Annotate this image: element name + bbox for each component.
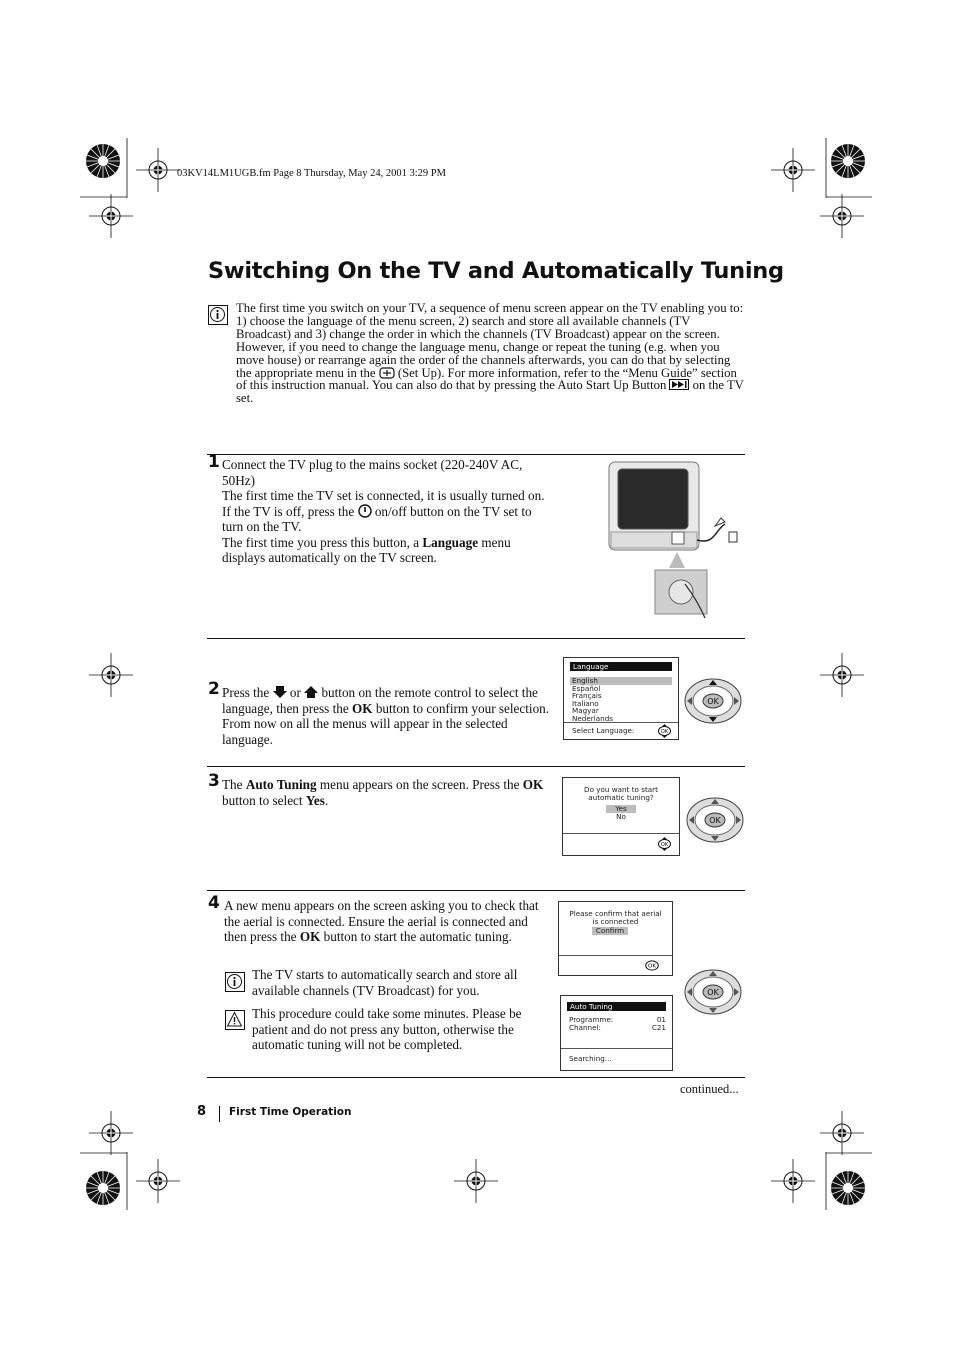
auto-tuning-prompt-screen xyxy=(562,777,680,856)
step1-line3-a: The first time you press this button, a xyxy=(222,534,420,550)
step2-press-the: Press the xyxy=(222,685,270,700)
intro-p2-start: However, if you need to change the language menu, change or repeat the tuning (e.g. when you move house) or rearrange again the order of the channels afterwards, you can do that by selecting the appropriate menu in the xyxy=(236,339,731,380)
tv-set-illustration xyxy=(605,460,745,620)
intro-paragraph-1: The first time you switch on your TV, a sequence of menu screen appear on the TV enabling you to: 1) choose the language of the menu screen, 2) search and store all available channels (TV Broadcast) and 3) change the order in which the channels (TV Broadcast) appear on the screen. xyxy=(236,301,744,341)
channel-label: Channel: xyxy=(569,1023,601,1032)
language-option-selected[interactable]: English xyxy=(570,677,672,685)
step3-body-a: menu appears on the screen. Press the xyxy=(319,777,520,792)
info-icon xyxy=(208,305,228,325)
auto-tuning-question: Do you want to start automatic tuning? xyxy=(584,785,658,802)
step1-line2-b: on/off button on the TV set to turn on the TV. xyxy=(222,503,532,534)
step3-text xyxy=(222,777,552,808)
step2-number: 2 xyxy=(208,679,220,699)
intro-text xyxy=(236,302,746,405)
step4-body-b: button to start the automatic tuning. xyxy=(323,929,512,944)
info-icon xyxy=(225,972,245,992)
select-language-label: Select Language: xyxy=(572,726,635,735)
ok-glyph: OK xyxy=(707,988,719,997)
ok-keyword: OK xyxy=(299,929,321,944)
remote-dpad-illustration xyxy=(683,968,743,1016)
warning-icon xyxy=(225,1010,245,1030)
programme-value: 01 xyxy=(656,1015,666,1024)
searching-status: Searching... xyxy=(569,1054,612,1063)
step4-number: 4 xyxy=(208,893,220,913)
step4-body-a: A new menu appears on the screen asking you to check that the aerial is connected. Ensure the aerial is connected and then press the xyxy=(224,898,539,944)
language-option[interactable]: Nederlands xyxy=(572,713,614,723)
step1-line2-a: The first time the TV set is connected, it is usually turned on. If the TV is off, press the xyxy=(222,488,545,519)
ok-keyword: OK xyxy=(352,700,373,716)
yes-option[interactable]: Yes xyxy=(606,805,636,813)
no-option[interactable]: No xyxy=(616,812,626,821)
intro-p2-middle: (Set Up). For more information, refer to the “Menu Guide” section of this instruction manual. You can also do that by pressing the Auto Start Up Button xyxy=(236,365,737,393)
step1-divider xyxy=(207,454,745,455)
step1-number: 1 xyxy=(208,452,220,472)
step2-or: or xyxy=(289,685,301,700)
continued-note: continued... xyxy=(680,1082,739,1096)
intro-p2-end: on the TV set. xyxy=(236,378,744,406)
step1-line3 xyxy=(222,535,552,566)
page-title: Switching On the TV and Automatically Tuning xyxy=(208,258,784,284)
language-keyword: Language xyxy=(422,534,479,550)
step2-body-a: button on the remote control to select the language, then press the xyxy=(222,685,538,716)
language-option[interactable]: Magyar xyxy=(572,706,599,715)
step3-the: The xyxy=(222,777,243,792)
ok-glyph: OK xyxy=(709,816,721,825)
step4-warning-note: This procedure could take some minutes. Please be patient and do not press any button, otherwise the automatic tuning will not be completed. xyxy=(252,1006,522,1052)
step2-text xyxy=(222,685,552,747)
intro-paragraph-2 xyxy=(236,341,746,406)
channel-value: C21 xyxy=(651,1023,666,1032)
step2-divider xyxy=(207,638,745,639)
file-stamp: 03KV14LM1UGB.fm Page 8 Thursday, May 24, 2001 3:29 PM xyxy=(177,168,446,179)
step3-number: 3 xyxy=(208,771,220,791)
aerial-confirm-text: Please confirm that aerial is connected xyxy=(569,909,662,926)
ok-keyword: OK xyxy=(522,777,544,792)
language-option[interactable]: Français xyxy=(572,691,602,700)
page-number: 8 xyxy=(197,1104,207,1119)
aerial-confirm-screen xyxy=(558,901,673,976)
step4-text xyxy=(224,898,550,945)
power-icon xyxy=(358,504,372,518)
setup-icon xyxy=(379,367,395,379)
step3-divider xyxy=(207,766,745,767)
footer-separator xyxy=(219,1106,220,1122)
auto-tuning-keyword: Auto Tuning xyxy=(245,777,317,792)
language-option[interactable]: Español xyxy=(572,683,601,693)
step1-line3-c: menu displays automatically on the TV screen. xyxy=(222,534,511,565)
language-option[interactable]: Italiano xyxy=(572,698,599,708)
language-menu-header: Language xyxy=(570,662,672,671)
step1-text xyxy=(222,457,552,566)
yes-keyword: Yes xyxy=(305,792,325,808)
step2-body-b: button to confirm your selection. From now on all the menus will appear in the selected language. xyxy=(222,700,550,747)
confirm-option[interactable]: Confirm xyxy=(592,927,628,935)
ok-glyph: OK xyxy=(707,697,719,706)
programme-label: Programme: xyxy=(569,1015,614,1024)
ok-glyph: OK xyxy=(648,963,656,970)
remote-dpad-illustration xyxy=(683,677,743,725)
step4-divider xyxy=(207,890,745,891)
remote-dpad-illustration xyxy=(685,796,745,844)
arrow-up-icon xyxy=(304,686,318,698)
ok-glyph: OK xyxy=(660,729,669,735)
language-options xyxy=(570,677,672,722)
arrow-down-icon xyxy=(273,686,287,698)
auto-tuning-header: Auto Tuning xyxy=(567,1002,666,1011)
language-menu-screen xyxy=(563,657,679,740)
section-name: First Time Operation xyxy=(229,1106,352,1118)
auto-tuning-progress-screen xyxy=(560,995,673,1071)
channel-row xyxy=(569,1024,666,1032)
ok-glyph: OK xyxy=(660,842,669,848)
step3-period: . xyxy=(324,792,329,808)
auto-start-up-button-icon xyxy=(669,379,689,390)
ok-updown-icon xyxy=(658,724,671,738)
ok-icon xyxy=(645,960,659,971)
step3-body-b: button to select xyxy=(222,792,303,808)
step1-line1: Connect the TV plug to the mains socket (220-240V AC, 50Hz) xyxy=(222,457,523,488)
bottom-divider xyxy=(207,1077,745,1078)
ok-updown-icon xyxy=(658,837,671,851)
step4-info-note: The TV starts to automatically search and store all available channels (TV Broadcast) for you. xyxy=(252,967,518,998)
step1-line2 xyxy=(222,488,552,535)
